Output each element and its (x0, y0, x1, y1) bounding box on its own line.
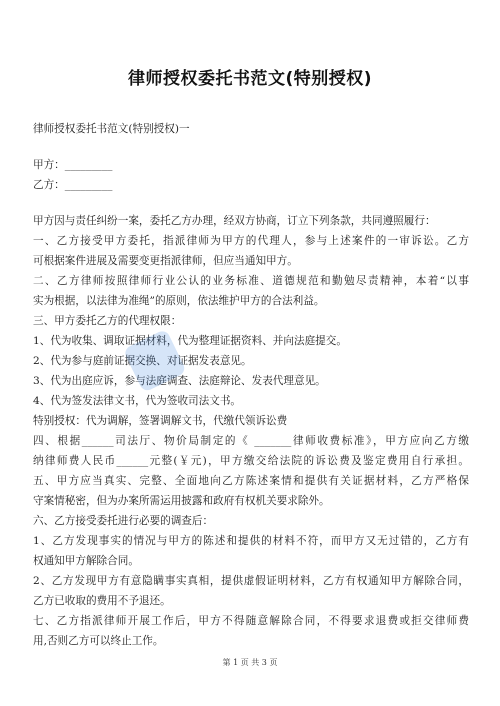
paragraph-line: 实为根据，以法律为准绳”的原则，依法维护甲方的合法利益。 (33, 295, 325, 307)
paragraph-line: 特别授权：代为调解，签署调解文书，代缴代领诉讼费 (33, 415, 288, 427)
document-body (33, 119, 469, 651)
paragraph-line: 三、甲方委托乙方的代理权限： (33, 315, 182, 327)
paragraph-line: 权通知甲方解除合同。 (33, 555, 139, 567)
paragraph-line: 七、乙方指派律师开展工作后，甲方不得随意解除合同，不得要求退费或拒交律师费 (33, 615, 469, 627)
paragraph-line: 2、代为参与庭前证据交换、对证据发表意见。 (33, 355, 252, 367)
paragraph-line: 3、代为出庭应诉，参与法庭调查、法庭辩论、发表代理意见。 (33, 375, 326, 387)
paragraph-line: 2、乙方发现甲方有意隐瞒事实真相，提供虚假证明材料，乙方有权通知甲方解除合同， (33, 575, 469, 587)
page-indicator: 第 1 页 共 3 页 (222, 658, 278, 667)
paragraph-line: 用,否则乙方可以终止工作。 (33, 635, 164, 647)
paragraph-line: 1、代为收集、调取证据材料，代为整理证据资料、并向法庭提交。 (33, 335, 347, 347)
paragraph-line: 四、根据______司法厅、物价局制定的《 _______律师收费标准》，甲方应向乙方缴 (33, 435, 469, 447)
paragraph-line: 守案情秘密，但为办案所需运用披露和政府有权机关要求除外。 (33, 495, 330, 507)
paragraph-line: 六、乙方接受委托进行必要的调查后： (33, 515, 214, 527)
party-a-line: 甲方：_________ (33, 159, 113, 171)
paragraph-line: 一、乙方接受甲方委托，指派律师为甲方的代理人，参与上述案件的一审诉讼。乙方 (33, 235, 469, 247)
paragraph-line: 甲方因与责任纠纷一案，委托乙方办理，经双方协商，订立下列条款，共同遵照履行： (33, 215, 436, 227)
paragraph-line: 1、乙方发现事实的情况与甲方的陈述和提供的材料不符，而甲方又无过错的，乙方有 (33, 535, 469, 547)
paragraph-line: 五、甲方应当真实、完整、全面地向乙方陈述案情和提供有关证据材料，乙方严格保 (33, 475, 469, 487)
paragraph-line: 纳律师费人民币______元整(￥元)，甲方缴交给法院的诉讼费及鉴定费用自行承担。 (33, 455, 469, 467)
paragraph-line: 乙方已收取的费用不予退还。 (33, 595, 171, 607)
party-b-line: 乙方：_________ (33, 179, 113, 191)
document-subtitle: 律师授权委托书范文(特别授权)一 (33, 123, 190, 135)
document-title: 律师授权委托书范文(特别授权) (127, 69, 373, 89)
paragraph-line: 可根据案件进展及需要变更指派律师，但应当通知甲方。 (33, 255, 298, 267)
paragraph-line: 4、代为签发法律文书，代为签收司法文书。 (33, 395, 242, 407)
paragraph-line: 二、乙方律师按照律师行业公认的业务标准、道德规范和勤勉尽责精神，本着“以事 (33, 275, 469, 287)
